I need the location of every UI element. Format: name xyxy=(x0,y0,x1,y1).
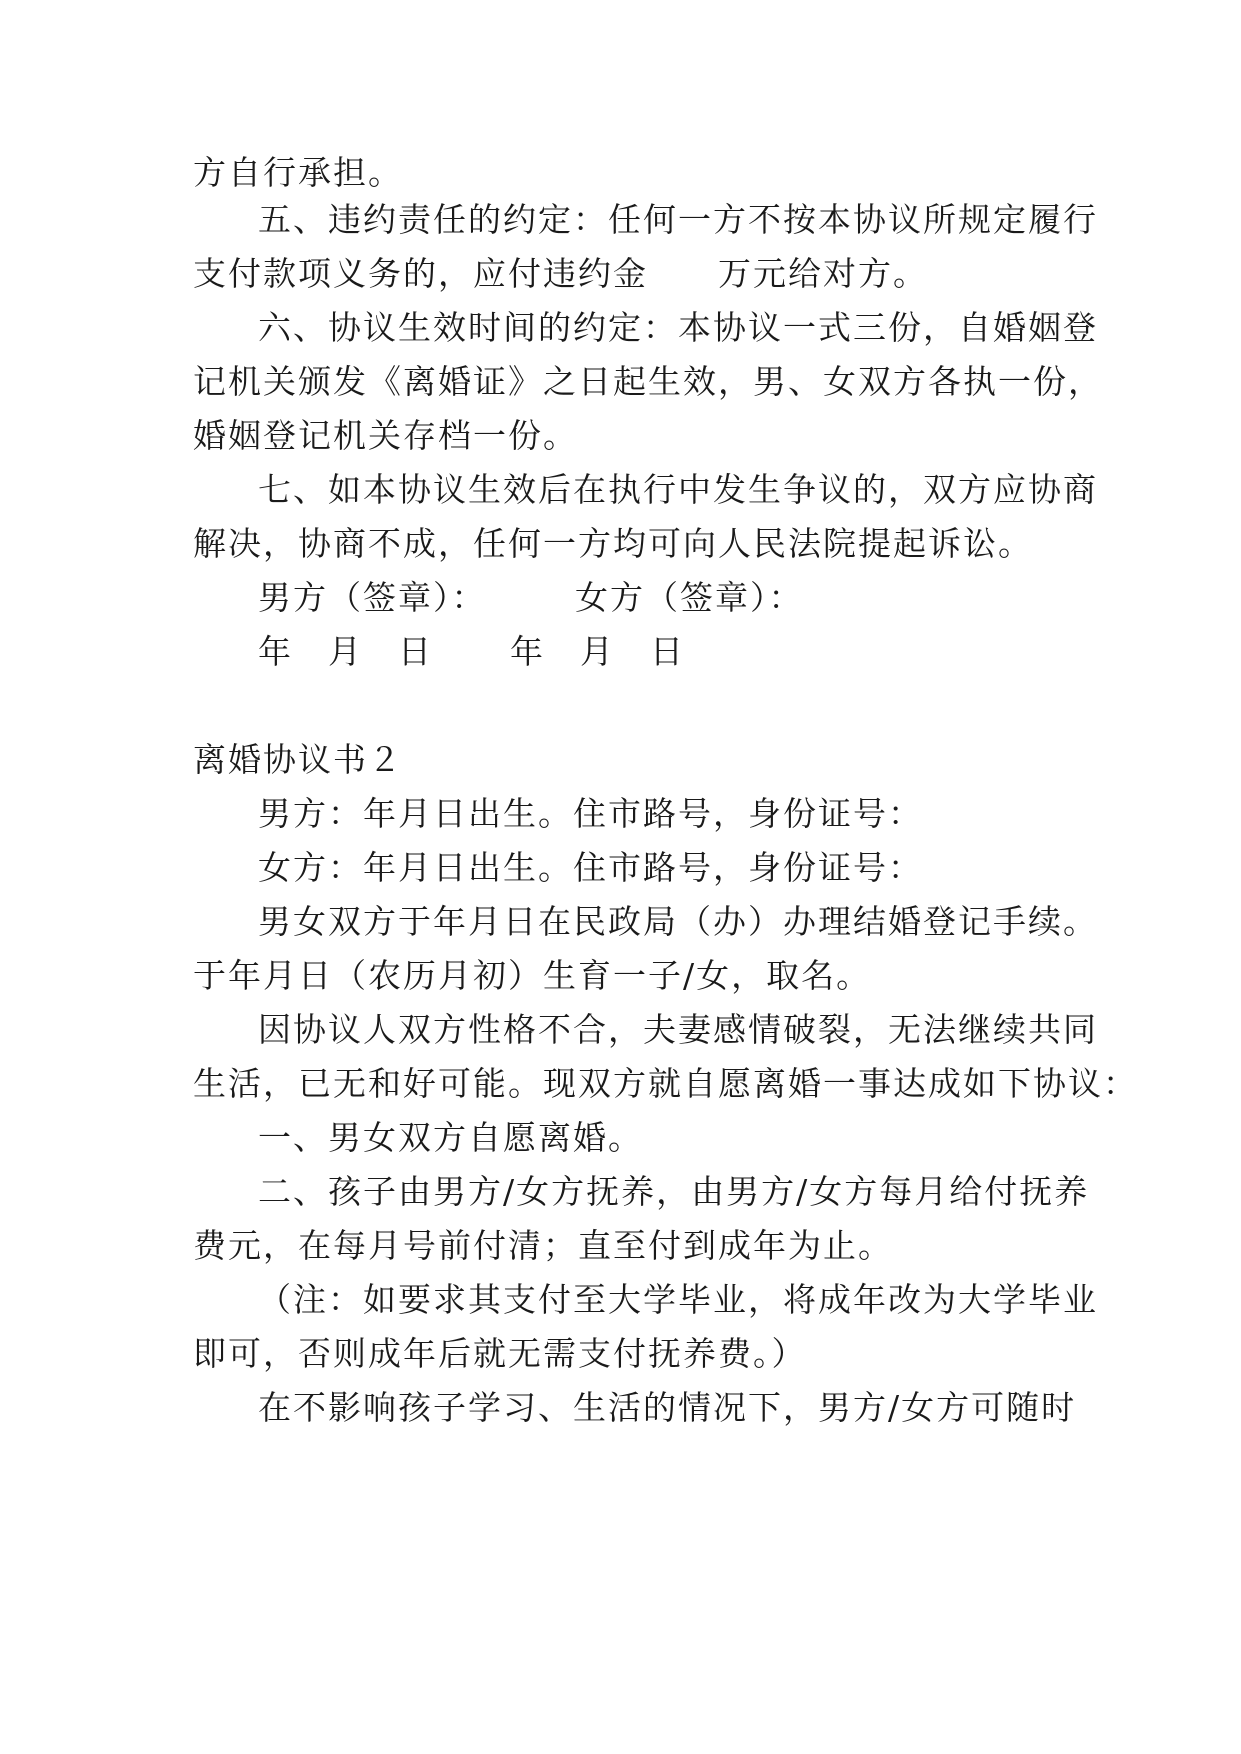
paragraph-line: 六、协议生效时间的约定：本协议一式三份，自婚姻登 xyxy=(258,308,1098,347)
paragraph-line: 一、男女双方自愿离婚。 xyxy=(258,1118,643,1157)
note-line: 即可，否则成年后就无需支付抚养费。） xyxy=(193,1334,807,1373)
section-title: 离婚协议书２ xyxy=(193,740,403,779)
note-line: （注：如要求其支付至大学毕业，将成年改为大学毕业 xyxy=(258,1280,1098,1319)
paragraph-line: 于年月日（农历月初）生育一子/女，取名。 xyxy=(193,956,872,995)
paragraph-line: 方自行承担。 xyxy=(193,153,403,192)
paragraph-line: 男女双方于年月日在民政局（办）办理结婚登记手续。 xyxy=(258,902,1098,941)
paragraph-line: 婚姻登记机关存档一份。 xyxy=(193,416,578,455)
signature-male: 男方（签章）： xyxy=(258,578,487,617)
paragraph-line: 七、如本协议生效后在执行中发生争议的，双方应协商 xyxy=(258,470,1098,509)
date-female: 年 月 日 xyxy=(510,632,685,671)
paragraph-line: 生活，已无和好可能。现双方就自愿离婚一事达成如下协议： xyxy=(193,1064,1138,1103)
paragraph-line: 因协议人双方性格不合，夫妻感情破裂，无法继续共同 xyxy=(258,1010,1098,1049)
signature-female: 女方（签章）： xyxy=(575,578,804,617)
paragraph-line: 二、孩子由男方/女方抚养，由男方/女方每月给付抚养 xyxy=(258,1172,1090,1211)
paragraph-line: 在不影响孩子学习、生活的情况下，男方/女方可随时 xyxy=(258,1388,1077,1427)
paragraph-line: 费元，在每月号前付清；直至付到成年为止。 xyxy=(193,1226,893,1265)
paragraph-line: 支付款项义务的，应付违约金 万元给对方。 xyxy=(193,254,928,293)
paragraph-line: 五、违约责任的约定：任何一方不按本协议所规定履行 xyxy=(258,200,1098,239)
paragraph-line: 男方：年月日出生。住市路号，身份证号： xyxy=(258,794,923,833)
paragraph-line: 女方：年月日出生。住市路号，身份证号： xyxy=(258,848,923,887)
paragraph-line: 解决，协商不成，任何一方均可向人民法院提起诉讼。 xyxy=(193,524,1033,563)
paragraph-line: 记机关颁发《离婚证》之日起生效，男、女双方各执一份， xyxy=(193,362,1103,401)
date-male: 年 月 日 xyxy=(258,632,433,671)
